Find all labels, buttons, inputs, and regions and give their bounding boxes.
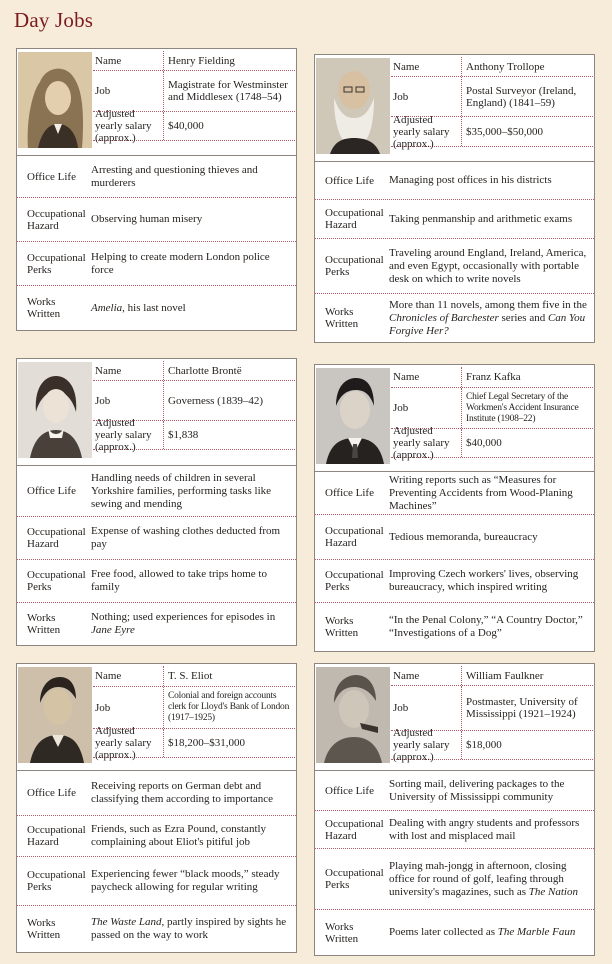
works-value: “In the Penal Colony,” “A Country Doctor,” “Investigations of a Dog” (389, 614, 583, 639)
works-value: More than 11 novels, among them five in the Chronicles of Barchester series and Can You Forgive Her? (389, 298, 587, 337)
office-life-value: Handling needs of children in several Yorkshire families, performing tasks like sewing and mending (91, 471, 272, 510)
portrait-image (18, 52, 92, 148)
name-label: Name (391, 666, 462, 685)
author-card-faulkner (314, 663, 595, 956)
author-card-fielding (16, 48, 297, 331)
name-label: Name (93, 666, 164, 686)
perks-value: Free food, allowed to take trips home to family (91, 568, 267, 593)
name-label: Name (93, 361, 164, 380)
works-value: Amelia, his last novel (91, 301, 186, 314)
hazard-value: Taking penmanship and arithmetic exams (389, 212, 573, 225)
name-value: Charlotte Brontë (168, 364, 242, 377)
works-value: Poems later collected as The Marble Faun (389, 926, 576, 938)
salary-value: $35,000–$50,000 (466, 125, 543, 138)
name-value: Franz Kafka (466, 371, 521, 383)
works-value: The Waste Land, partly inspired by sights he passed on the way to work (91, 916, 287, 941)
hazard-label: Occupational Hazard (325, 525, 384, 549)
perks-value: Experiencing fewer “black moods,” steady paycheck allowing for regular writing (91, 868, 280, 893)
hazard-value: Observing human misery (91, 213, 203, 225)
perks-value: Helping to create modern London police force (91, 250, 270, 276)
name-value: Anthony Trollope (466, 60, 545, 73)
perks-value: Traveling around England, Ireland, America, and even Egypt, occasionally with portable desk on which to write novels (389, 246, 587, 285)
job-label: Job (93, 71, 164, 111)
salary-label: Adjusted yearly salary (approx.) (391, 429, 462, 457)
office-life-value: Writing reports such as “Measures for Preventing Accidents from Wood-Planing Machines” (389, 473, 573, 512)
perks-label: Occupational Perks (27, 251, 86, 276)
works-label: Works Written (325, 615, 359, 639)
works-label: Works Written (325, 306, 359, 330)
office-life-value: Managing post offices in his districts (389, 174, 552, 186)
salary-label: Adjusted yearly salary (approx.) (93, 112, 164, 140)
works-label: Works Written (27, 917, 61, 941)
office-life-label: Office Life (27, 170, 76, 183)
job-value: Colonial and foreign accounts clerk for Lloyd's Bank of London (1917–1925) (168, 691, 290, 723)
hazard-label: Occupational Hazard (325, 207, 384, 231)
works-label: Works Written (27, 612, 61, 636)
job-value: Governess (1839–42) (168, 394, 264, 407)
perks-label: Occupational Perks (27, 569, 86, 593)
works-title: Chronicles of Barchester (389, 311, 499, 324)
page-title: Day Jobs (14, 8, 94, 32)
office-life-label: Office Life (27, 485, 76, 497)
perks-title: The Nation (528, 885, 578, 898)
hazard-label: Occupational Hazard (27, 526, 86, 550)
office-life-label: Office Life (325, 487, 374, 499)
works-title: Can You Forgive Her? (389, 311, 586, 337)
office-life-label: Office Life (27, 787, 76, 799)
works-title: Jane Eyre (91, 624, 135, 636)
portrait-image (316, 58, 390, 154)
author-card-kafka (314, 364, 595, 652)
portrait-image (316, 368, 390, 464)
hazard-value: Tedious memoranda, bureaucracy (389, 530, 538, 543)
perks-label: Occupational Perks (325, 867, 384, 891)
perks-label: Occupational Perks (27, 869, 86, 893)
works-title: The Waste Land (91, 916, 162, 928)
salary-label: Adjusted yearly salary (approx.) (93, 729, 164, 757)
job-label: Job (93, 381, 164, 420)
works-label: Works Written (27, 296, 61, 320)
salary-value: $1,838 (168, 429, 199, 441)
salary-value: $18,200–$31,000 (168, 737, 245, 749)
author-card-trollope (314, 54, 595, 343)
job-label: Job (391, 686, 462, 730)
perks-value: Improving Czech workers' lives, observing bureaucracy, which inspired writing (389, 568, 579, 593)
hazard-value: Expense of washing clothes deducted from pay (91, 525, 281, 550)
salary-value: $40,000 (168, 120, 204, 132)
salary-value: $18,000 (466, 739, 502, 751)
author-card-bronte (16, 358, 297, 646)
job-label: Job (93, 687, 164, 728)
job-value: Magistrate for Westminster and Middlesex (1748–54) (168, 79, 288, 103)
portrait-image (18, 667, 92, 763)
office-life-label: Office Life (325, 174, 374, 187)
office-life-value: Arresting and questioning thieves and murderers (91, 163, 258, 189)
name-value: T. S. Eliot (168, 670, 213, 682)
office-life-value: Sorting mail, delivering packages to the University of Mississippi community (389, 777, 565, 803)
portrait-image (18, 362, 92, 458)
job-label: Job (391, 77, 462, 116)
works-title: The Marble Faun (497, 926, 576, 938)
name-label: Name (391, 367, 462, 387)
hazard-label: Occupational Hazard (325, 817, 384, 842)
name-value: William Faulkner (466, 669, 544, 682)
office-life-value: Receiving reports on German debt and classifying them according to importance (91, 780, 274, 805)
portrait-image (316, 667, 390, 763)
hazard-label: Occupational Hazard (27, 824, 86, 848)
perks-label: Occupational Perks (325, 569, 384, 593)
works-value: Nothing; used experiences for episodes in Jane Eyre (91, 611, 276, 636)
salary-value: $40,000 (466, 437, 502, 449)
works-title: Amelia (91, 301, 123, 314)
works-label: Works Written (325, 920, 359, 945)
job-label: Job (391, 388, 462, 428)
perks-label: Occupational Perks (325, 254, 384, 278)
hazard-label: Occupational Hazard (27, 207, 86, 232)
author-card-eliot (16, 663, 297, 953)
job-value: Postmaster, University of Mississippi (1921–1924) (466, 696, 578, 720)
hazard-value: Dealing with angry students and professors with lost and misplaced mail (389, 816, 580, 842)
name-label: Name (391, 57, 462, 76)
salary-label: Adjusted yearly salary (approx.) (391, 117, 462, 146)
name-label: Name (93, 51, 164, 70)
salary-label: Adjusted yearly salary (approx.) (93, 421, 164, 449)
job-value: Postal Surveyor (Ireland, England) (1841–59) (466, 84, 577, 109)
name-value: Henry Fielding (168, 54, 235, 67)
hazard-value: Friends, such as Ezra Pound, constantly complaining about Eliot's pitiful job (91, 823, 267, 848)
perks-value: Playing mah-jongg in afternoon, closing office for round of golf, leafing through university's magazines, such as The Nation (389, 859, 578, 898)
job-value: Chief Legal Secretary of the Workmen's Accident Insurance Institute (1908–22) (466, 391, 579, 424)
salary-label: Adjusted yearly salary (approx.) (391, 731, 462, 759)
office-life-label: Office Life (325, 784, 374, 797)
